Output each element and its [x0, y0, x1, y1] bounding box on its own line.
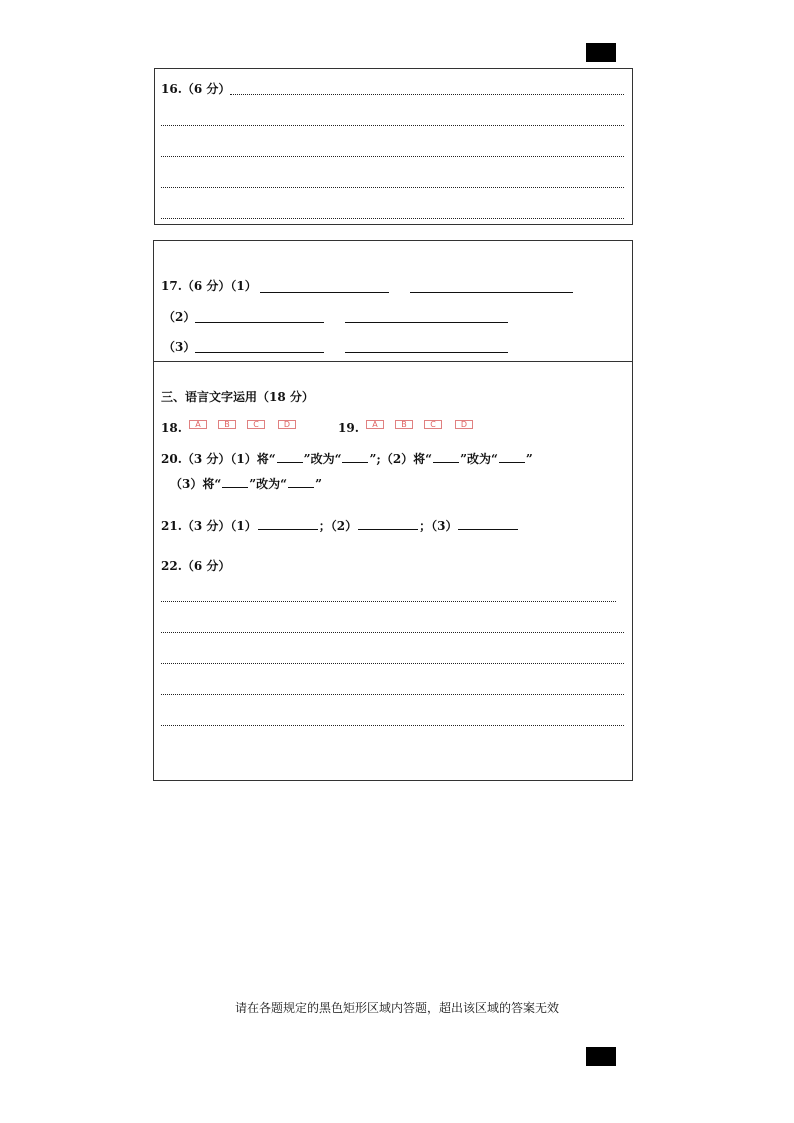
- q18-option-b[interactable]: B: [218, 420, 236, 429]
- q17-3-blank-b[interactable]: [345, 352, 508, 353]
- q19-option-b[interactable]: B: [395, 420, 413, 429]
- footer-instruction: 请在各题规定的黑色矩形区域内答题，超出该区域的答案无效: [234, 1001, 559, 1015]
- q16-answer-line-5[interactable]: [161, 218, 624, 219]
- q22-label: 22.（6 分）: [161, 559, 231, 573]
- q16-answer-line-2[interactable]: [161, 125, 624, 126]
- q18-label: 18.: [161, 421, 182, 435]
- q20-line-1-text-d: ”改为“: [460, 452, 498, 466]
- q21-text-b: ；（2）: [318, 519, 358, 533]
- q22-answer-line-3[interactable]: [161, 663, 624, 664]
- q17-2-label: （2）: [163, 310, 196, 324]
- q17-1-blank-a[interactable]: [260, 292, 389, 293]
- q20-line-1: [161, 451, 533, 466]
- q17-3-blank-a[interactable]: [195, 352, 324, 353]
- q20-blank-4[interactable]: [499, 451, 525, 463]
- q22-answer-line-4[interactable]: [161, 694, 624, 695]
- q22-answer-line-5[interactable]: [161, 725, 624, 726]
- q20-line-1-text-e: ”: [525, 452, 533, 466]
- q17-1-blank-b[interactable]: [410, 292, 573, 293]
- q20-blank-3[interactable]: [433, 451, 459, 463]
- q20-blank-2[interactable]: [342, 451, 368, 463]
- q21-line: [161, 518, 519, 533]
- q16-answer-line-3[interactable]: [161, 156, 624, 157]
- q22-answer-line-1[interactable]: [161, 601, 616, 602]
- q21-blank-3[interactable]: [458, 518, 518, 530]
- q19-option-d[interactable]: D: [455, 420, 473, 429]
- q20-line-2-text-b: ”改为“: [249, 477, 288, 491]
- q19-label: 19.: [338, 421, 359, 435]
- q19-option-a[interactable]: A: [366, 420, 384, 429]
- q20-line-1-text-b: ”改为“: [303, 452, 342, 466]
- q21-blank-1[interactable]: [258, 518, 318, 530]
- q22-answer-line-2[interactable]: [161, 632, 624, 633]
- q17-label: 17.（6 分）（1）: [161, 279, 257, 293]
- q16-answer-line-4[interactable]: [161, 187, 624, 188]
- q20-line-1-text-c: ”;（2）将“: [369, 452, 433, 466]
- q18-option-d[interactable]: D: [278, 420, 296, 429]
- q20-blank-5[interactable]: [222, 476, 248, 488]
- q18-option-c[interactable]: C: [247, 420, 265, 429]
- q17-3-label: （3）: [163, 340, 196, 354]
- q20-blank-1[interactable]: [277, 451, 303, 463]
- q16-answer-line-1[interactable]: [230, 94, 624, 95]
- q17-2-blank-a[interactable]: [195, 322, 324, 323]
- q20-line-1-text-a: 20.（3 分）（1）将“: [161, 452, 276, 466]
- q21-text-a: 21.（3 分）（1）: [161, 519, 257, 533]
- q21-text-c: ；（3）: [419, 519, 458, 533]
- q18-option-a[interactable]: A: [189, 420, 207, 429]
- q20-line-2-text-a: （3）将“: [170, 477, 222, 491]
- q21-blank-2[interactable]: [358, 518, 418, 530]
- registration-mark-bottom: [586, 1047, 616, 1066]
- q19-option-c[interactable]: C: [424, 420, 442, 429]
- q16-label: 16.（6 分）: [161, 82, 231, 96]
- registration-mark-top: [586, 43, 616, 62]
- q20-blank-6[interactable]: [288, 476, 314, 488]
- q20-line-2: [170, 476, 322, 491]
- answer-box-q17: [153, 240, 633, 362]
- section3-heading: 三、语言文字运用（18 分）: [161, 390, 314, 404]
- q17-2-blank-b[interactable]: [345, 322, 508, 323]
- q20-line-2-text-c: ”: [315, 477, 322, 491]
